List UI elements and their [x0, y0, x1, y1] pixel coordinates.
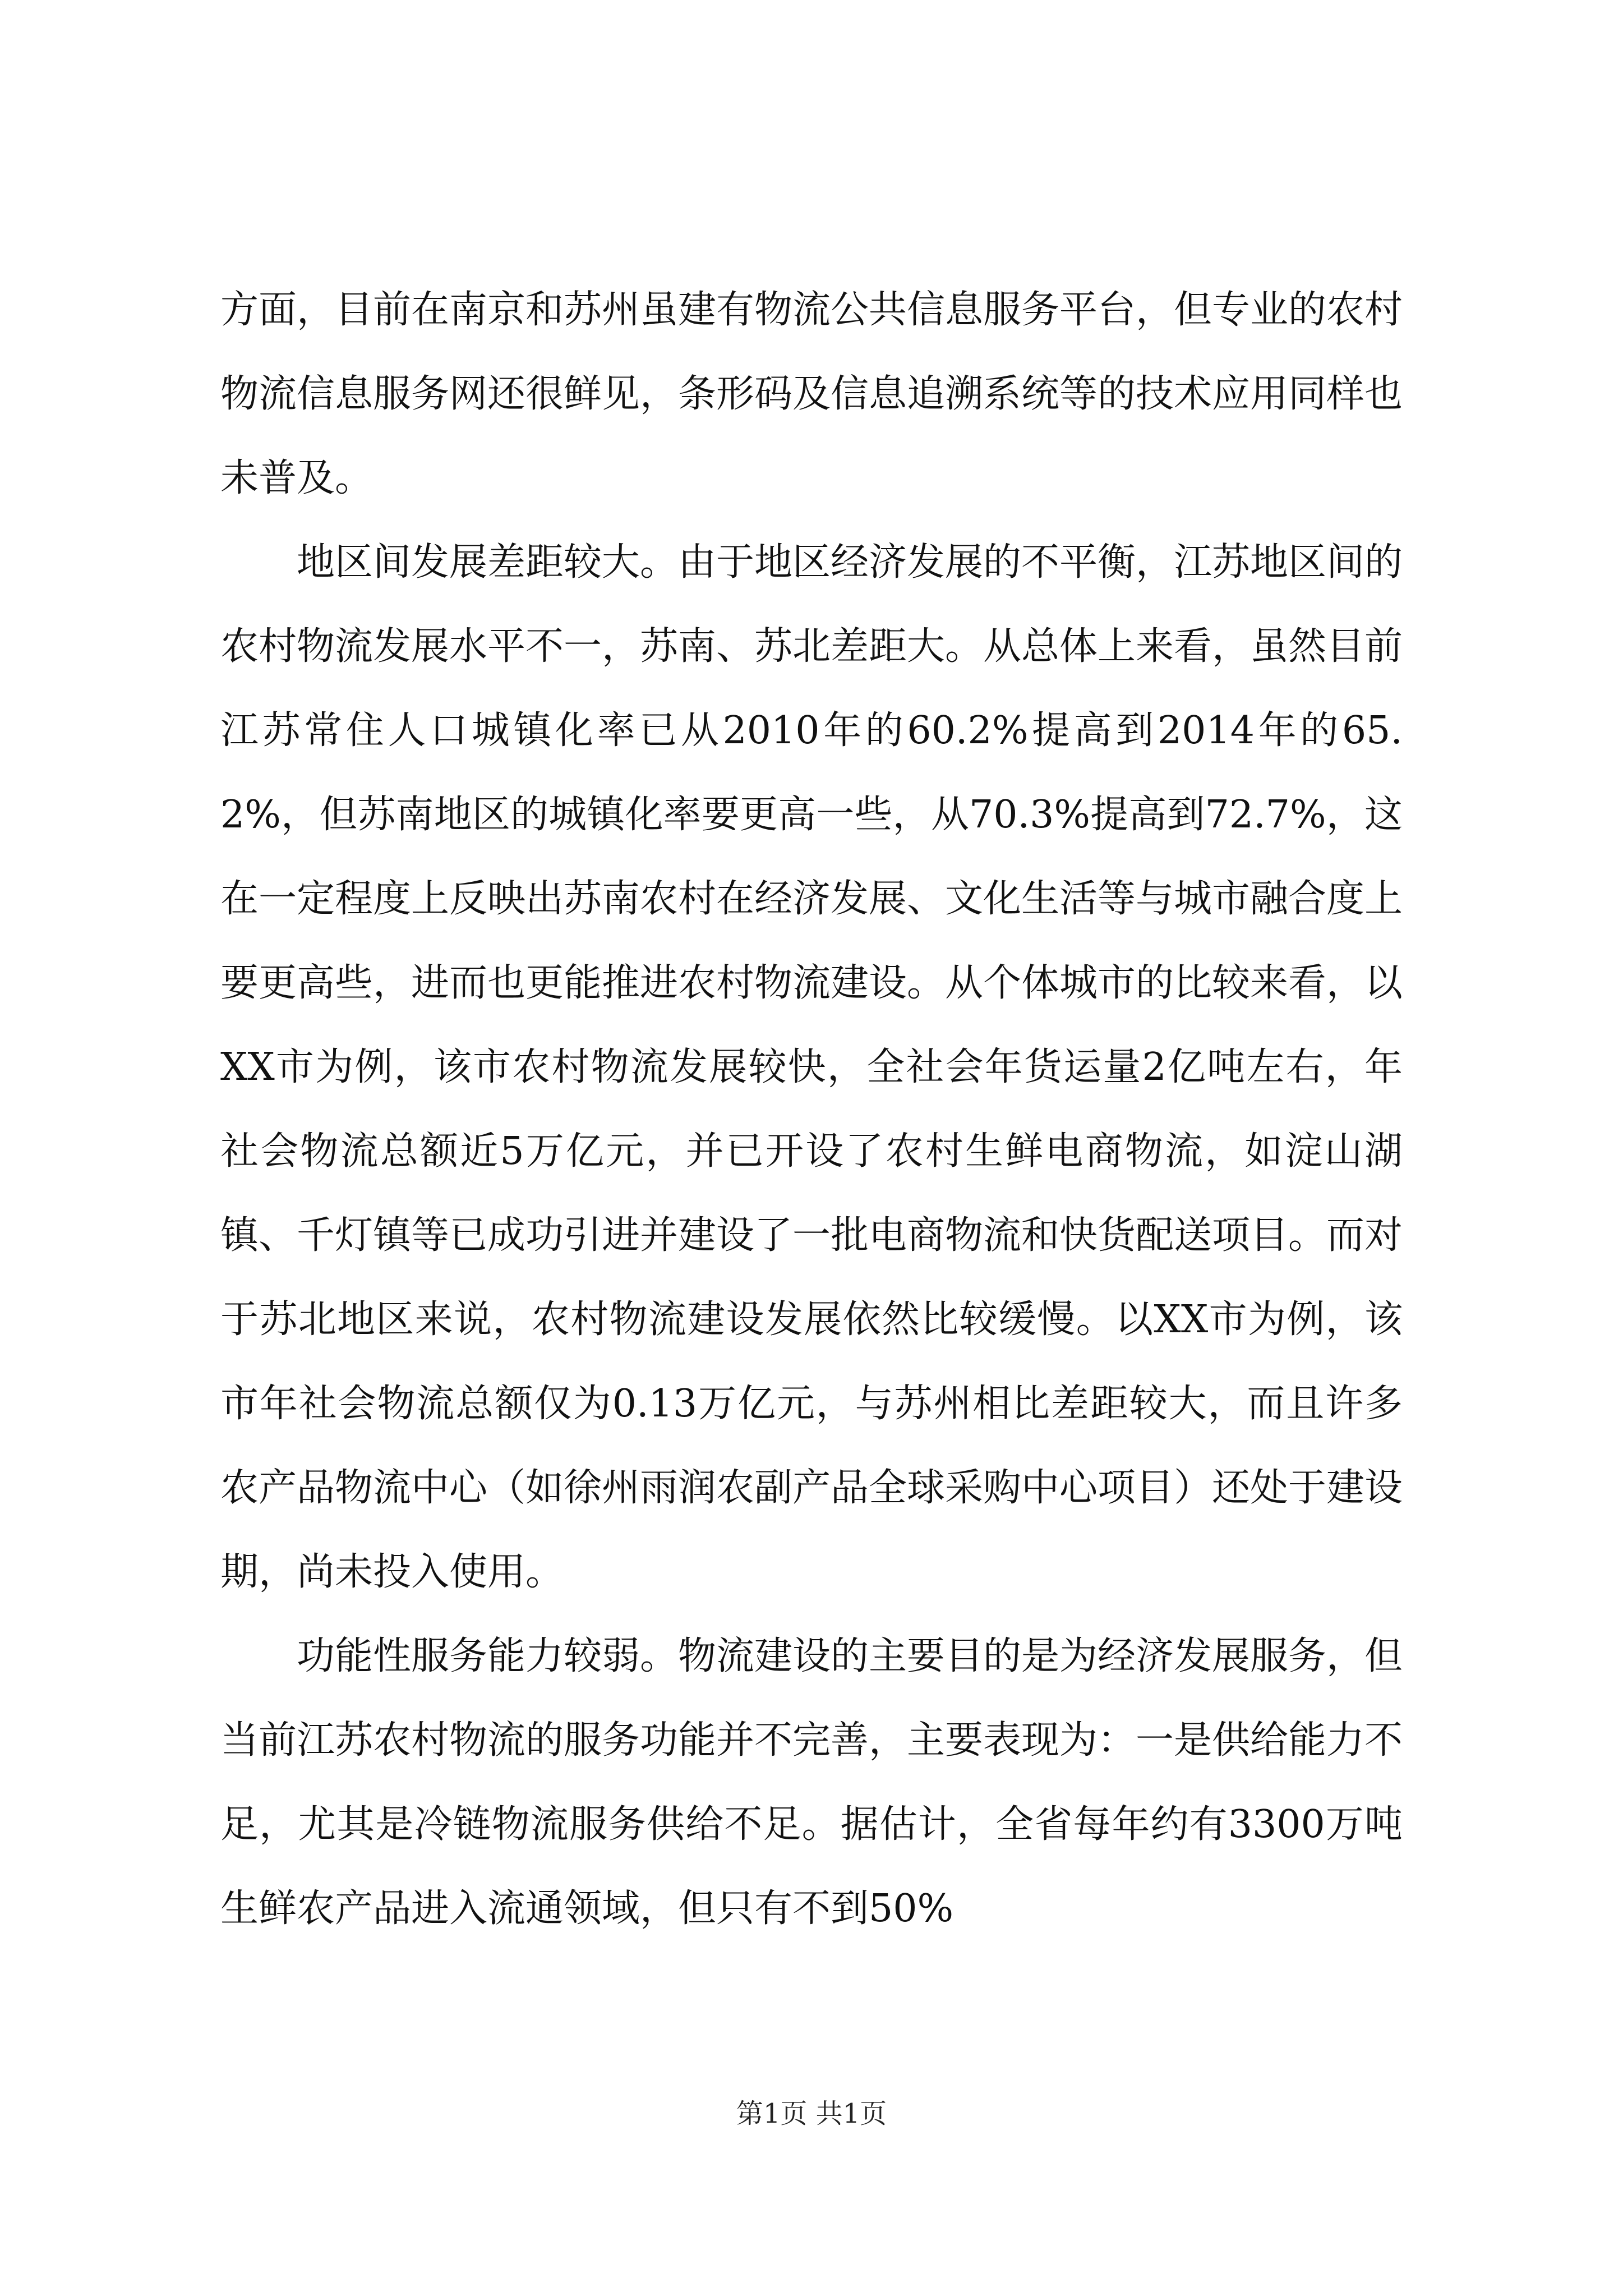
- paragraph-continuation: 方面，目前在南京和苏州虽建有物流公共信息服务平台，但专业的农村物流信息服务网还很鲜见，条形码及信息追溯系统等的技术应用同样也未普及。: [220, 288, 1403, 500]
- paragraph-regional-gap: 地区间发展差距较大。由于地区经济发展的不平衡，江苏地区间的农村物流发展水平不一，苏南、苏北差距大。从总体上来看，虽然目前江苏常住人口城镇化率已从2010年的60.2%提高到2014年的65.2%，但苏南地区的城镇化率要更高一些，从70.3%提高到72.7%，这在一定程度上反映出苏南农村在经济发展、文化生活等与城市融合度上要更高些，进而也更能推进农村物流建设。从个体城市的比较来看，以XX市为例，该市农村物流发展较快，全社会年货运量2亿吨左右，年社会物流总额近5万亿元，并已开设了农村生鲜电商物流，如淀山湖镇、千灯镇等已成功引进并建设了一批电商物流和快货配送项目。而对于苏北地区来说，农村物流建设发展依然比较缓慢。以XX市为例，该市年社会物流总额仅为0.13万亿元，与苏州相比差距较大，而且许多农产品物流中心（如徐州雨润农副产品全球采购中心项目）还处于建设期，尚未投入使用。: [220, 540, 1403, 1594]
- document-body: [220, 268, 1403, 1951]
- page-footer: 第1页 共1页: [736, 2098, 887, 2129]
- paragraph-service-capacity: 功能性服务能力较弱。物流建设的主要目的是为经济发展服务，但当前江苏农村物流的服务功能并不完善，主要表现为：一是供给能力不足，尤其是冷链物流服务供给不足。据估计，全省每年约有3300万吨生鲜农产品进入流通领域，但只有不到50%: [220, 1634, 1403, 1931]
